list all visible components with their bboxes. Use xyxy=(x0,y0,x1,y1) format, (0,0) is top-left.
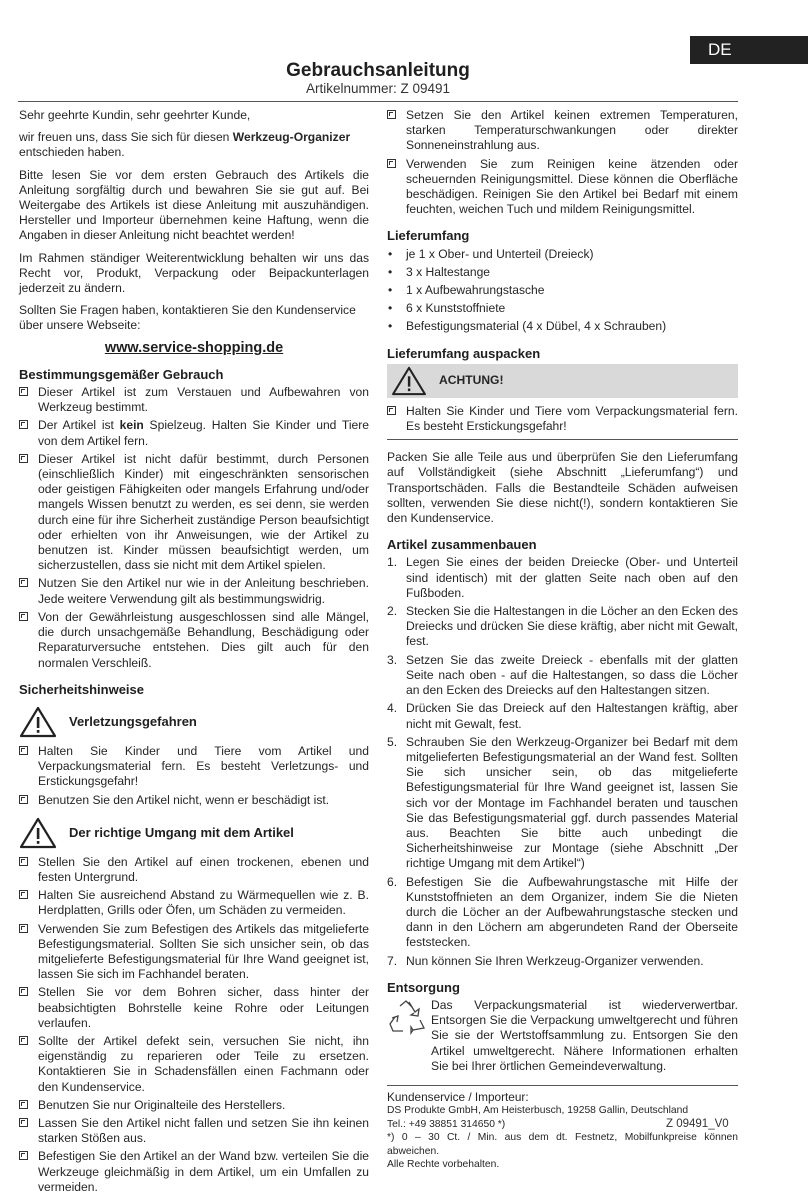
verletzung-list xyxy=(19,744,369,808)
umgang-list-continued xyxy=(387,108,738,217)
list-item: Halten Sie Kinder und Tiere vom Artikel und Verpackungsmaterial fern. Es besteht Verletzungs- und Erstickungsgefahr! xyxy=(19,744,369,790)
checkbox-bullet-icon xyxy=(19,795,28,804)
website-link[interactable]: www.service-shopping.de xyxy=(104,339,284,356)
section-heading-lieferumfang: Lieferumfang xyxy=(387,228,470,244)
customer-service xyxy=(387,1090,738,1172)
right-column xyxy=(387,108,738,1172)
list-item: Verwenden Sie zum Befestigen des Artikels das mitgelieferte Befestigungsmaterial. Sollten Sie sich unsicher sein, ob das mitgelieferte Befestigungsmaterial für Ihre Wand geeignet ist, lassen Sie sich im Fachhandel beraten. xyxy=(19,922,369,983)
checkbox-bullet-icon xyxy=(19,578,28,587)
list-item: Sollte der Artikel defekt sein, versuchen Sie nicht, ihn eigenständig zu reparieren oder Teile zu ersetzen. Kontaktieren Sie in Schadensfällen einen Fachmann oder den Kundenservice. xyxy=(19,1034,369,1095)
rights-note: Alle Rechte vorbehalten. xyxy=(387,1159,500,1171)
checkbox-bullet-icon xyxy=(19,1036,28,1045)
list-item: Benutzen Sie den Artikel nicht, wenn er beschädigt ist. xyxy=(19,793,369,808)
list-item: Stellen Sie vor dem Bohren sicher, dass hinter der beabsichtigten Bohrstelle keine Rohre oder Leitungen verlaufen. xyxy=(19,985,369,1031)
checkbox-bullet-icon xyxy=(19,857,28,866)
entsorgung-paragraph: Das Verpackungsmaterial ist wiederverwertbar. Entsorgen Sie die Verpackung umweltgerecht und führen Sie sie der Wertstoffsammlung zu. Entsorgen Sie den Artikel umweltgerecht. Nähere Informationen erhalten Sie bei Ihrer örtlichen Gemeindeverwaltung. xyxy=(431,997,738,1073)
checkbox-bullet-icon xyxy=(387,406,396,415)
bullet-icon: • xyxy=(388,283,393,298)
list-item: • 1 x Aufbewahrungstasche xyxy=(388,283,545,298)
step-item: 3. Setzen Sie das zweite Dreieck - ebenfalls mit der glatten Seite nach oben - auf die Haltestangen, so dass die Löcher an den Ecken des Dreiecks auf den Haltestangen sitzen. xyxy=(387,652,738,698)
list-item: • je 1 x Ober- und Unterteil (Dreieck) xyxy=(388,246,594,261)
list-item: • 3 x Haltestange xyxy=(388,264,491,279)
step-item: 5. Schrauben Sie den Werkzeug-Organizer bei Bedarf mit dem mitgelieferten Befestigungsmaterial an der Wand fest. Sollten Sie sich unsicher sein, ob das mitgelieferte Befestigungsmaterial für Ihre Wand geeignet ist, lassen Sie sich vor der Montage im Fachhandel beraten und tauschen Sie das Befestigungsmaterial ggf. durch passendes Material aus. Beachten Sie bitte auch unbedingt die Sicherheitshinweise zur Montage (siehe Abschnitt „Der richtige Umgang mit dem Artikel“) xyxy=(387,734,738,871)
divider xyxy=(387,1085,738,1086)
company-address: DS Produkte GmbH, Am Heisterbusch, 19258 Gallin, Deutschland xyxy=(387,1105,689,1117)
list-item: Nutzen Sie den Artikel nur wie in der Anleitung beschrieben. Jede weitere Verwendung gilt als bestimmungswidrig. xyxy=(19,576,369,606)
list-item: Setzen Sie den Artikel keinen extremen Temperaturen, starken Temperaturschwankungen oder direkter Sonneneinstrahlung aus. xyxy=(387,108,738,154)
bullet-icon: • xyxy=(388,246,393,261)
list-item: Halten Sie ausreichend Abstand zu Wärmequellen wie z. B. Herdplatten, Grills oder Öfen, um Schäden zu vermeiden. xyxy=(19,888,369,918)
greeting: Sehr geehrte Kundin, sehr geehrter Kunde, xyxy=(19,108,251,122)
step-item: 6. Befestigen Sie die Aufbewahrungstasche mit Hilfe der Kunststoffnieten an dem Organizer, indem Sie die Nieten durch die Löcher an der Aufbewahrungstasche stecken und dann in den Löchern am abgerundeten Rand der Oberseite feststecken. xyxy=(387,874,738,950)
umgang-list xyxy=(19,855,369,1195)
bullet-icon: • xyxy=(388,301,393,316)
step-item: 1. Legen Sie eines der beiden Dreiecke (Ober- und Unterteil sind identisch) mit der glatten Seite nach oben auf den Fußboden. xyxy=(387,555,738,600)
checkbox-bullet-icon xyxy=(387,110,396,119)
bestimmung-list xyxy=(19,385,369,671)
section-heading-entsorgung: Entsorgung xyxy=(387,979,460,995)
product-name: Werkzeug-Organizer xyxy=(232,130,351,145)
warning-heading-verletzung: Verletzungsgefahren xyxy=(19,706,369,738)
checkbox-bullet-icon xyxy=(19,746,28,755)
phone-number: Tel.: +49 38851 314650 *) xyxy=(387,1118,506,1130)
list-item: Stellen Sie den Artikel auf einen trockenen, ebenen und festen Untergrund. xyxy=(19,855,369,885)
warning-label: ACHTUNG! xyxy=(439,373,504,388)
warning-triangle-icon xyxy=(19,817,57,849)
list-item: • 6 x Kunststoffniete xyxy=(388,301,506,316)
checkbox-bullet-icon xyxy=(19,420,28,429)
list-item: Befestigen Sie den Artikel an der Wand bzw. verteilen Sie die Werkzeuge gleichmäßig in dem Artikel, um ein Umfallen zu vermeiden. xyxy=(19,1149,369,1195)
section-heading-zusammenbauen: Artikel zusammenbauen xyxy=(387,537,537,553)
warning-banner xyxy=(387,364,738,398)
list-item: Der Artikel ist kein Spielzeug. Halten Sie Kinder und Tiere von dem Artikel fern. xyxy=(19,418,369,448)
list-item: Verwenden Sie zum Reinigen keine ätzenden oder scheuernden Reinigungsmittel. Diese können die Oberfläche beschädigen. Reinigen Sie den Artikel bei Bedarf mit einem feuchten, weichen Tuch und mildem Reinigungsmittel. xyxy=(387,157,738,218)
lieferumfang-list xyxy=(387,247,738,335)
divider xyxy=(387,439,738,440)
warning-triangle-icon xyxy=(391,366,427,396)
document-id: Z 09491_V0 xyxy=(666,1118,729,1130)
checkbox-bullet-icon xyxy=(19,1100,28,1109)
warning-triangle-icon xyxy=(19,706,57,738)
list-item: • Befestigungsmaterial (4 x Dübel, 4 x Schrauben) xyxy=(388,319,667,334)
checkbox-bullet-icon xyxy=(19,454,28,463)
auspacken-paragraph: Packen Sie alle Teile aus und überprüfen Sie den Lieferumfang auf Vollständigkeit (siehe Abschnitt „Lieferumfang“) und Transportschäden. Falls die Bestandteile Schäden aufweisen sollten, verwenden Sie diese nicht(!), sondern kontaktieren Sie den Kundenservice. xyxy=(387,450,738,526)
intro-paragraph: wir freuen uns, dass Sie sich für diesen Werkzeug-Organizer entschieden haben. xyxy=(19,130,351,160)
list-item: Von der Gewährleistung ausgeschlossen sind alle Mängel, die durch unsachgemäße Behandlung, Beschädigung oder Reparaturversuche entstehen. Dies gilt auch für den normalen Verschleiß. xyxy=(19,610,369,671)
checkbox-bullet-icon xyxy=(19,1118,28,1127)
cost-note: *) 0 – 30 Ct. / Min. aus dem dt. Festnetz, Mobilfunkpreise können abweichen. xyxy=(387,1132,738,1157)
left-column xyxy=(19,108,369,1198)
list-item: Dieser Artikel ist zum Verstauen und Aufbewahren von Werkzeug bestimmt. xyxy=(19,385,369,415)
intro-paragraph: Bitte lesen Sie vor dem ersten Gebrauch des Artikels die Anleitung sorgfältig durch und bewahren Sie sie gut auf. Bei Weitergabe des Artikels ist diese Anleitung mit auszuhändigen. Hersteller und Importeur übernehmen keine Haftung, wenn die Angaben in dieser Anleitung nicht beachtet werden! xyxy=(19,167,369,243)
section-heading-bestimmung: Bestimmungsgemäßer Gebrauch xyxy=(19,366,224,382)
customer-service-title: Kundenservice / Importeur: xyxy=(387,1089,529,1104)
section-heading-auspacken: Lieferumfang auspacken xyxy=(387,345,541,361)
checkbox-bullet-icon xyxy=(19,924,28,933)
language-tab: DE xyxy=(690,36,808,64)
header-rule xyxy=(18,101,738,102)
list-item: Halten Sie Kinder und Tiere vom Verpackungsmaterial fern. Es besteht Erstickungsgefahr! xyxy=(387,404,738,434)
recycling-icon xyxy=(387,998,431,1074)
intro-paragraph: Im Rahmen ständiger Weiterentwicklung behalten wir uns das Recht vor, Produkt, Verpackung oder Beipackunterlagen jederzeit zu ändern. xyxy=(19,250,369,296)
checkbox-bullet-icon xyxy=(387,159,396,168)
list-item: Benutzen Sie nur Originalteile des Herstellers. xyxy=(19,1098,369,1113)
checkbox-bullet-icon xyxy=(19,987,28,996)
checkbox-bullet-icon xyxy=(19,612,28,621)
checkbox-bullet-icon xyxy=(19,387,28,396)
bullet-icon: • xyxy=(388,264,393,279)
checkbox-bullet-icon xyxy=(19,1151,28,1160)
list-item: Dieser Artikel ist nicht dafür bestimmt, durch Personen (einschließlich Kinder) mit eingeschränkten sensorischen oder geistigen Fähigkeiten oder mangels Erfahrung und/oder mangels Wissen benutzt zu werden, es sei denn, sie werden durch eine für ihre Sicherheit zuständige Person beaufsichtigt oder erhielten von ihr Anweisungen, wie der Artikel zu benutzen ist. Kinder müssen beaufsichtigt werden, um sicherzustellen, dass sie nicht mit dem Artikel spielen. xyxy=(19,452,369,574)
assembly-steps xyxy=(387,555,738,968)
step-item: 2. Stecken Sie die Haltestangen in die Löcher an den Ecken des Dreiecks und drücken Sie diese kräftig, aber nicht mit Gewalt, fest. xyxy=(387,604,738,649)
bullet-icon: • xyxy=(388,319,393,334)
entsorgung-block xyxy=(387,998,738,1074)
article-number: Artikelnummer: Z 09491 xyxy=(305,81,451,96)
auspacken-list xyxy=(387,404,738,434)
page-title: Gebrauchsanleitung xyxy=(286,60,470,81)
checkbox-bullet-icon xyxy=(19,890,28,899)
step-item: 4. Drücken Sie das Dreieck auf den Haltestangen kräftig, aber nicht mit Gewalt, fest. xyxy=(387,701,738,731)
warning-heading-umgang: Der richtige Umgang mit dem Artikel xyxy=(19,817,369,849)
list-item: Lassen Sie den Artikel nicht fallen und setzen Sie ihn keinen starken Stößen aus. xyxy=(19,1116,369,1146)
intro-paragraph: Sollten Sie Fragen haben, kontaktieren Sie den Kundenservice über unsere Webseite: xyxy=(19,303,356,333)
section-heading-sicherheit: Sicherheitshinweise xyxy=(19,681,144,697)
step-item: 7. Nun können Sie Ihren Werkzeug-Organizer verwenden. xyxy=(387,953,704,968)
